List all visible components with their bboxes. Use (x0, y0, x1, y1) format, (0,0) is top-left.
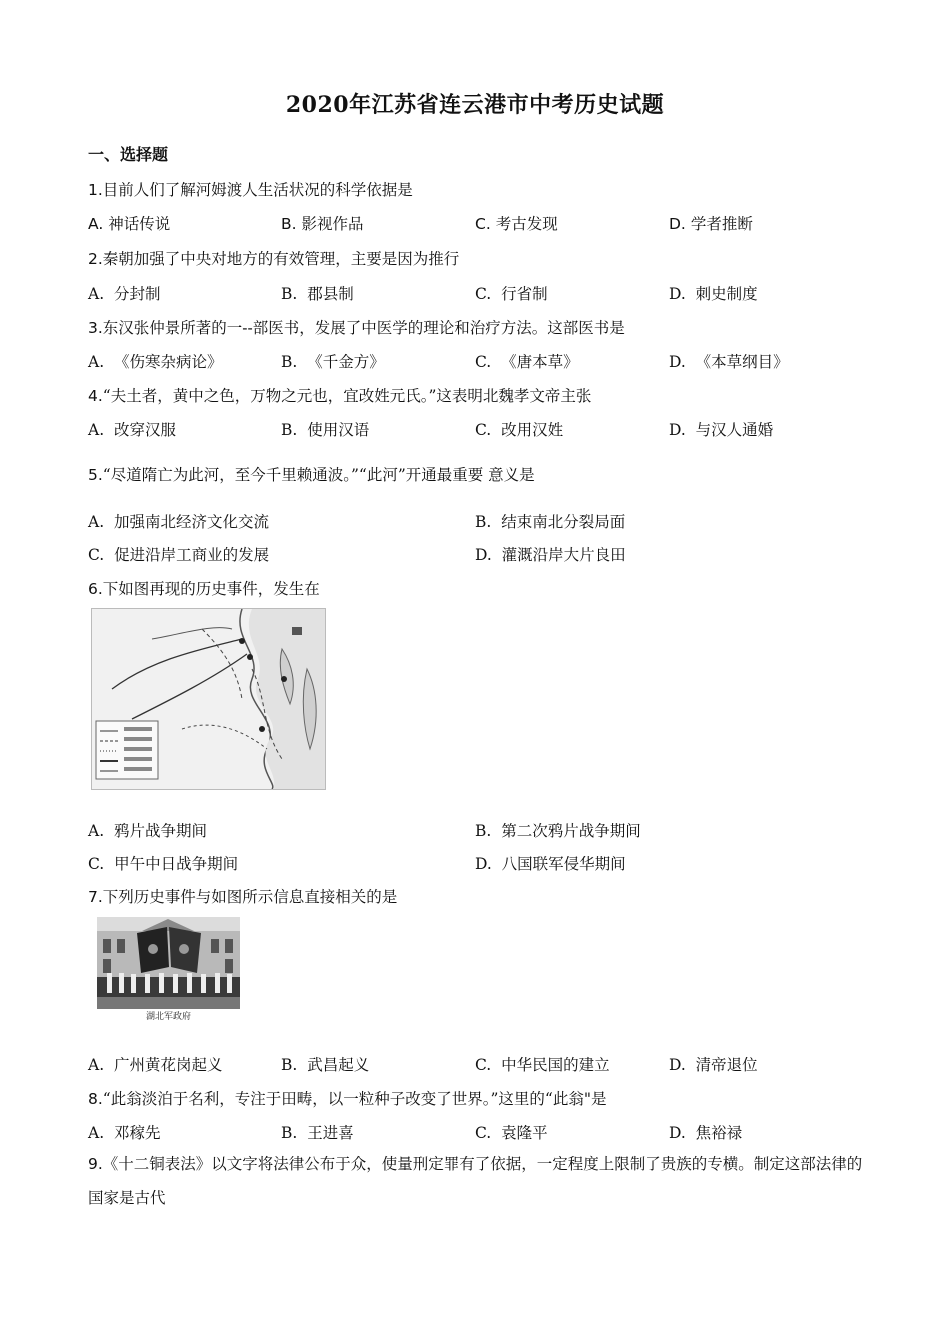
option-label: C. (88, 546, 105, 564)
option-b[interactable] (475, 510, 625, 532)
option-d[interactable] (475, 852, 626, 874)
option-b[interactable] (281, 1121, 354, 1143)
question-9 (88, 1147, 868, 1215)
option-label: A. (88, 1056, 105, 1074)
option-label: D. (669, 285, 686, 303)
option-text: 袁隆平 (501, 1124, 548, 1142)
question-number: 5. (88, 466, 103, 484)
option-label: D. (669, 215, 686, 233)
option-c[interactable] (88, 852, 238, 874)
option-c[interactable] (475, 1121, 548, 1143)
option-label: B. (281, 1124, 298, 1142)
question-text: 《十二铜表法》以文字将法律公布于众，使量刑定罪有了依据，一定程度上限制了贵族的专横。制定这部法律的国家是古代 (88, 1155, 863, 1207)
question-text: “夫土者，黄中之色，万物之元也，宜改姓元氏。”这表明北魏孝文帝主张 (102, 387, 592, 405)
option-text: 《唐本草》 (501, 353, 579, 371)
question-2 (88, 247, 459, 269)
question-text: 下如图再现的历史事件，发生在 (102, 580, 320, 598)
option-label: C. (475, 1124, 492, 1142)
option-label: A. (88, 285, 105, 303)
option-c[interactable] (475, 1053, 610, 1075)
option-c[interactable] (475, 418, 563, 440)
option-label: A. (88, 421, 105, 439)
option-text: 使用汉语 (307, 421, 370, 439)
option-label: C. (475, 285, 492, 303)
option-text: 刺史制度 (695, 285, 758, 303)
question-5 (88, 463, 535, 485)
option-label: D. (475, 546, 492, 564)
option-label: C. (475, 421, 492, 439)
historical-map-image (92, 609, 325, 789)
question-7 (88, 885, 397, 907)
option-text: 神话传说 (108, 215, 171, 233)
question-6 (88, 577, 320, 599)
option-label: D. (669, 1124, 686, 1142)
military-government-photo (97, 917, 240, 1021)
option-text: 改用汉姓 (501, 421, 564, 439)
option-label: B. (475, 513, 492, 531)
option-label: C. (475, 353, 492, 371)
question-text: 目前人们了解河姆渡人生活状况的科学依据是 (102, 181, 413, 199)
option-d[interactable] (669, 1053, 758, 1075)
option-a[interactable] (88, 1053, 223, 1075)
option-label: C. (88, 855, 105, 873)
question-text: 下列历史事件与如图所示信息直接相关的是 (102, 888, 398, 906)
option-label: A. (88, 822, 105, 840)
option-text: 邓稼先 (113, 1124, 161, 1142)
option-label: A. (88, 1124, 105, 1142)
option-text: 考古发现 (495, 215, 558, 233)
option-text: 八国联军侵华期间 (501, 855, 626, 873)
option-b[interactable] (281, 282, 354, 304)
question-text: 秦朝加强了中央对地方的有效管理，主要是因为推行 (102, 250, 460, 268)
option-b[interactable] (281, 1053, 369, 1075)
option-d[interactable] (475, 543, 626, 565)
option-text: 第二次鸦片战争期间 (501, 822, 641, 840)
option-a[interactable] (88, 1121, 161, 1143)
option-a[interactable] (88, 282, 161, 304)
question-number: 4. (88, 387, 103, 405)
option-label: A. (88, 353, 105, 371)
option-label: B. (281, 353, 298, 371)
option-label: D. (669, 353, 686, 371)
war-map-figure (91, 608, 326, 790)
question-number: 1. (88, 181, 103, 199)
option-label: D. (669, 421, 686, 439)
question-number: 2. (88, 250, 103, 268)
question-1 (88, 178, 413, 200)
option-label: C. (475, 215, 491, 233)
option-d[interactable] (669, 212, 753, 234)
question-number: 6. (88, 580, 103, 598)
question-number: 3. (88, 319, 103, 337)
option-text: 《伤寒杂病论》 (113, 353, 223, 371)
option-text: 行省制 (501, 285, 548, 303)
option-label: B. (281, 421, 298, 439)
section-heading: 一、选择题 (88, 145, 169, 164)
option-text: 鸦片战争期间 (113, 822, 207, 840)
option-b[interactable] (281, 418, 369, 440)
option-text: 促进沿岸工商业的发展 (114, 546, 270, 564)
option-text: 甲午中日战争期间 (114, 855, 239, 873)
building-photo-image (97, 917, 240, 1009)
option-a[interactable] (88, 350, 223, 372)
option-text: 王进喜 (307, 1124, 354, 1142)
photo-caption: 湖北军政府 (145, 1012, 191, 1022)
option-c[interactable] (475, 350, 579, 372)
option-a[interactable] (88, 819, 207, 841)
question-4 (88, 384, 591, 406)
question-3 (88, 316, 625, 338)
option-label: B. (281, 285, 298, 303)
exam-title: 2020年江苏省连云港市中考历史试题 (285, 92, 665, 118)
option-text: 中华民国的建立 (501, 1056, 610, 1074)
option-label: B. (281, 1056, 298, 1074)
option-d[interactable] (669, 418, 773, 440)
option-text: 灌溉沿岸大片良田 (501, 546, 626, 564)
question-number: 7. (88, 888, 103, 906)
question-text: 东汉张仲景所著的一--部医书，发展了中医学的理论和治疗方法。这部医书是 (102, 319, 625, 337)
option-c[interactable] (475, 212, 558, 234)
option-text: 改穿汉服 (113, 421, 176, 439)
question-number: 9. (88, 1155, 103, 1173)
option-text: 广州黄花岗起义 (113, 1056, 223, 1074)
question-8 (88, 1087, 606, 1109)
question-text: “尽道隋亡为此河，至今千里赖通波。”“此河”开通最重要 意义是 (102, 466, 535, 484)
option-label: C. (475, 1056, 492, 1074)
option-label: B. (281, 215, 297, 233)
option-text: 《千金方》 (307, 353, 385, 371)
option-text: 与汉人通婚 (695, 421, 774, 439)
option-b[interactable] (281, 212, 364, 234)
option-text: 武昌起义 (307, 1056, 370, 1074)
option-text: 影视作品 (301, 215, 364, 233)
option-text: 分封制 (113, 285, 161, 303)
option-text: 《本草纲目》 (695, 353, 789, 371)
option-label: A. (88, 215, 104, 233)
option-text: 加强南北经济文化交流 (113, 513, 269, 531)
option-text: 郡县制 (307, 285, 354, 303)
option-b[interactable] (281, 350, 385, 372)
option-b[interactable] (475, 819, 641, 841)
option-a[interactable] (88, 510, 269, 532)
option-d[interactable] (669, 282, 758, 304)
option-label: D. (475, 855, 492, 873)
option-a[interactable] (88, 212, 170, 234)
question-number: 8. (88, 1090, 103, 1108)
option-label: B. (475, 822, 492, 840)
option-text: 结束南北分裂局面 (501, 513, 626, 531)
option-text: 学者推断 (690, 215, 753, 233)
option-text: 焦裕禄 (695, 1124, 743, 1142)
option-text: 清帝退位 (695, 1056, 758, 1074)
option-d[interactable] (669, 1121, 742, 1143)
option-label: D. (669, 1056, 686, 1074)
option-c[interactable] (88, 543, 269, 565)
option-label: A. (88, 513, 105, 531)
question-text: “此翁淡泊于名利，专注于田畴，以一粒种子改变了世界。”这里的“此翁"是 (102, 1090, 607, 1108)
option-d[interactable] (669, 350, 789, 372)
option-c[interactable] (475, 282, 548, 304)
option-a[interactable] (88, 418, 176, 440)
